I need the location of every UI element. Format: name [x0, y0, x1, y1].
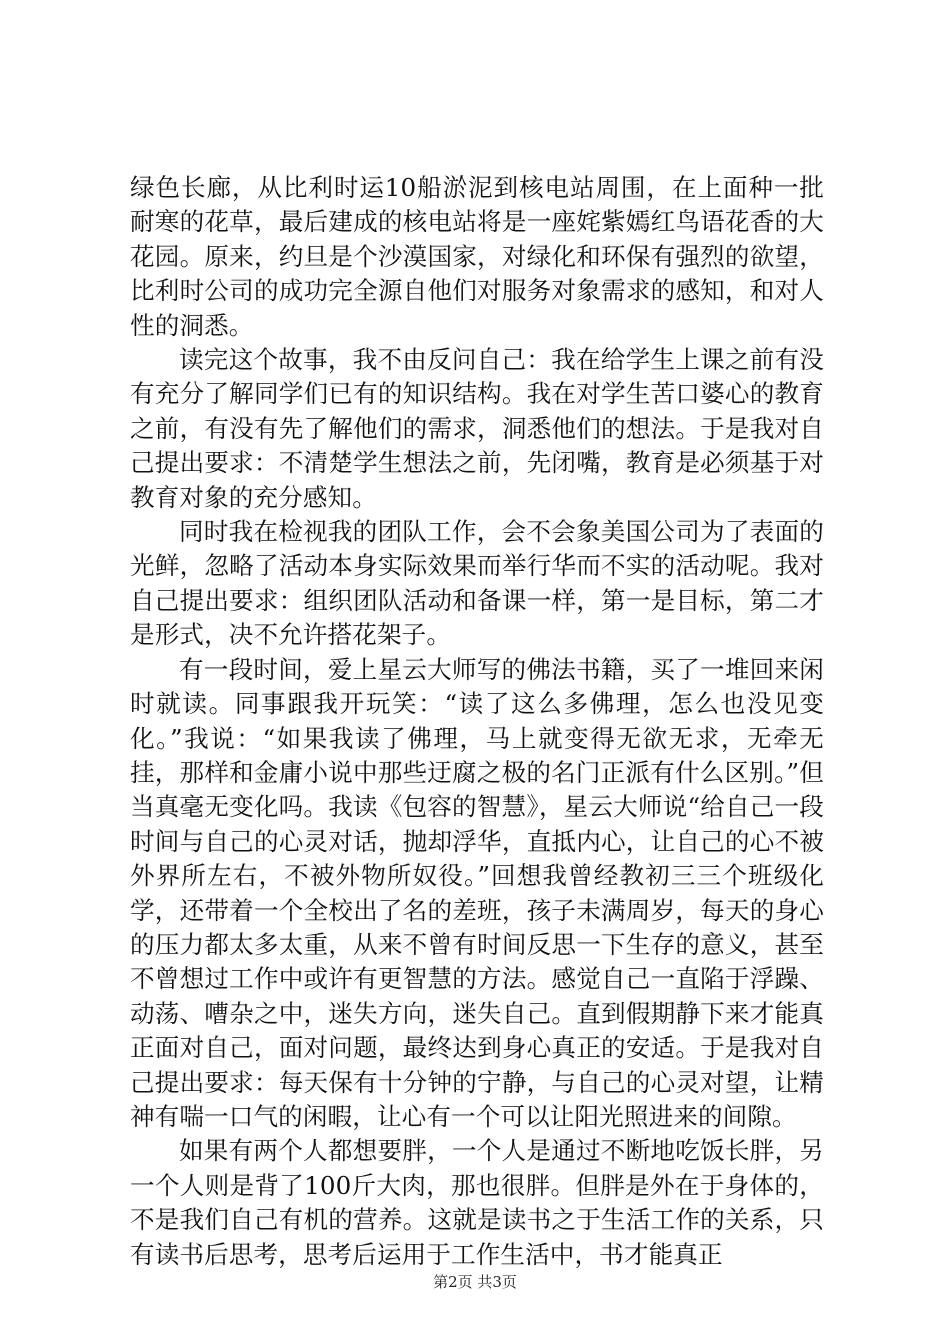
page-number: 第2页 共3页 — [433, 1273, 517, 1291]
paragraph-reflection: 读完这个故事，我不由反问自己：我在给学生上课之前有没有充分了解同学们已有的知识结构。我在对学生苦口婆心的教育之前，有没有先了解他们的需求，洞悉他们的想法。于是我对自己提出要求：不清楚学生想法之前，先闭嘴，教育是必须基于对教育对象的充分感知。 — [130, 345, 824, 512]
document-body — [130, 171, 824, 1272]
paragraph-team-work: 同时我在检视我的团队工作，会不会象美国公司为了表面的光鲜，忽略了活动本身实际效果而举行华而不实的活动呢。我对自己提出要求：组织团队活动和备课一样，第一是目标，第二才是形式，决不允许搭花架子。 — [130, 517, 824, 650]
paragraph-continued: 绿色长廊，从比利时运10船淤泥到核电站周围，在上面种一批耐寒的花草，最后建成的核电站将是一座姹紫嫣红鸟语花香的大花园。原来，约旦是个沙漠国家，对绿化和环保有强烈的欲望，比利时公司的成功完全源自他们对服务对象需求的感知，和对人性的洞悉。 — [130, 173, 824, 340]
paragraph-buddhism-reading: 有一段时间，爱上星云大师写的佛法书籍，买了一堆回来闲时就读。同事跟我开玩笑：“读了这么多佛理，怎么也没见变化。”我说：“如果我读了佛理，马上就变得无欲无求，无牵无挂，那样和金庸小说中那些迂腐之极的名门正派有什么区别。”但当真毫无变化吗。我读《包容的智慧》，星云大师说“给自己一段时间与自己的心灵对话，抛却浮华，直抵内心，让自己的心不被外界所左右，不被外物所奴役。”回想我曾经教初三三个班级化学，还带着一个全校出了名的差班，孩子未满周岁，每天的身心的压力都太多太重，从来不曾有时间反思一下生存的意义，甚至不曾想过工作中或许有更智慧的方法。感觉自己一直陷于浮躁、动荡、嘈杂之中，迷失方向，迷失自己。直到假期静下来才能真正面对自己，面对问题，最终达到身心真正的安适。于是我对自己提出要求：每天保有十分钟的宁静，与自己的心灵对望，让精神有喘一口气的闲暇，让心有一个可以让阳光照进来的间隙。 — [130, 654, 824, 1131]
paragraph-reading-analogy: 如果有两个人都想要胖，一个人是通过不断地吃饭长胖，另一个人则是背了100斤大肉，那也很胖。但胖是外在于身体的，不是我们自己有机的营养。这就是读书之于生活工作的关系，只有读书后思考，思考后运用于工作生活中，书才能真正 — [130, 1136, 824, 1269]
